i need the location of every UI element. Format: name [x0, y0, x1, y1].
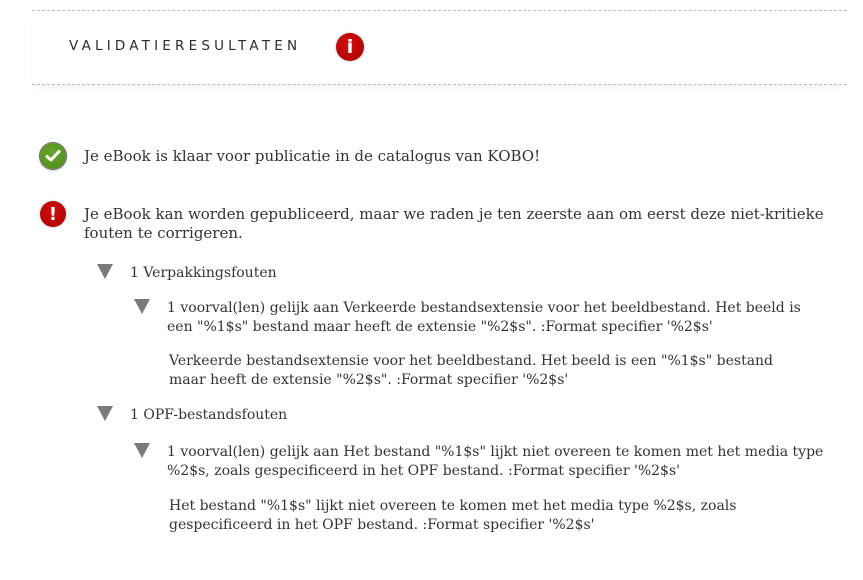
validation-results-header: [32, 10, 847, 85]
info-icon-glyph: i: [346, 36, 354, 58]
info-icon[interactable]: [336, 33, 364, 61]
error-group-label[interactable]: 1 Verpakkingsfouten: [130, 265, 277, 281]
check-circle-icon: [40, 143, 66, 169]
collapse-triangle-icon[interactable]: [97, 264, 113, 279]
checkmark-icon: [45, 149, 61, 163]
error-item-summary[interactable]: 1 voorval(len) gelijk aan Het bestand "%1$s" lijkt niet overeen te komen met het media type %2$s, zoals gespecificeerd in het OPF bestand. :Format specifier '%2$s': [167, 444, 824, 479]
collapse-triangle-icon[interactable]: [134, 299, 150, 314]
collapse-triangle-icon[interactable]: [134, 443, 150, 458]
status-warning-text: Je eBook kan worden gepubliceerd, maar we raden je ten zeerste aan om eerst deze niet-kritieke fouten te corrigeren.: [84, 205, 824, 242]
error-item-detail: Verkeerde bestandsextensie voor het beeldbestand. Het beeld is een "%1$s" bestand maar heeft de extensie "%2$s". :Format specifier '%2$s': [169, 353, 774, 388]
error-group-label[interactable]: 1 OPF-bestandsfouten: [130, 407, 288, 423]
collapse-triangle-icon[interactable]: [97, 406, 113, 421]
page-title: VALIDATIERESULTATEN: [69, 38, 302, 54]
status-success-text: Je eBook is klaar voor publicatie in de catalogus van KOBO!: [84, 147, 541, 165]
exclamation-circle-icon: [40, 201, 66, 227]
error-item-detail: Het bestand "%1$s" lijkt niet overeen te komen met het media type %2$s, zoals gespecificeerd in het OPF bestand. :Format specifier '%2$s': [169, 498, 737, 533]
exclamation-glyph: !: [48, 203, 58, 225]
error-item-summary[interactable]: 1 voorval(len) gelijk aan Verkeerde bestandsextensie voor het beeldbestand. Het beeld is een "%1$s" bestand maar heeft de extensie "%2$s". :Format specifier '%2$s': [167, 300, 801, 335]
